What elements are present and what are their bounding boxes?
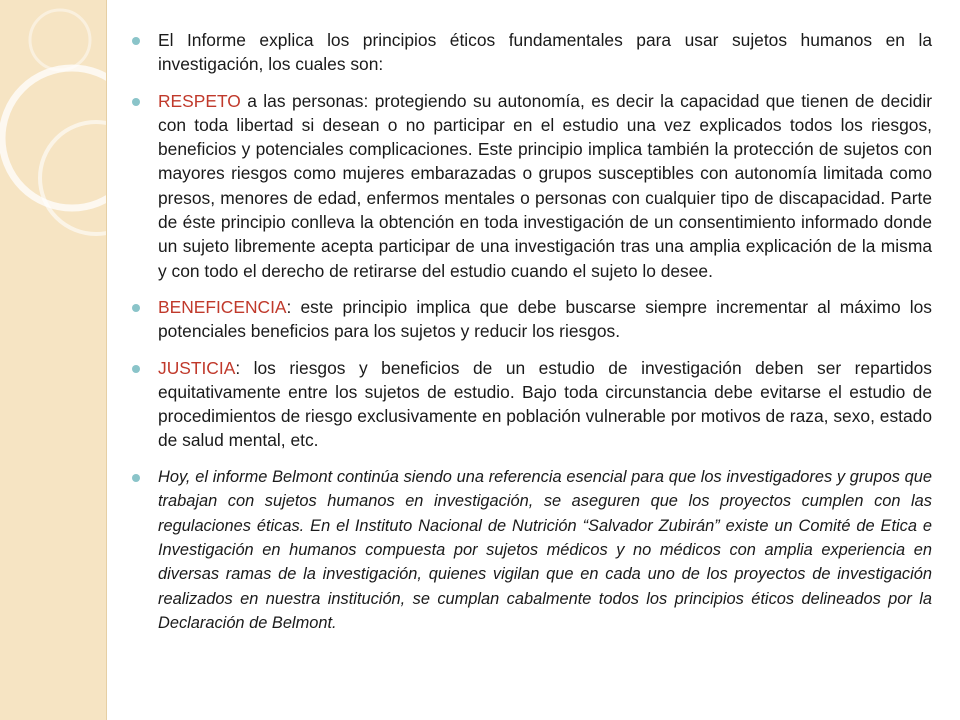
bullet-text: a las personas: protegiendo su autonomía, es decir la capacidad que tienen de decidir con toda libertad si desean o no participar en el estudio una vez explicados todos los riesgos, beneficios y potenciales complicaciones. Este principio implica también la protección de sujetos con mayores riesgos como mujeres embarazadas o grupos susceptibles con autonomía limitada como presos, menores de edad, enfermos mentales o personas con cualquier tipo de discapacidad. Parte de éste principio conlleva la obtención en toda investigación de un consentimiento informado donde un sujeto libremente acepta participar de una investigación tras una amplia explicación de la misma y con todo el derecho de retirarse del estudio cuando el sujeto lo desee. xyxy=(158,90,932,281)
bullet-intro xyxy=(132,28,932,77)
bullet-belmont-today xyxy=(132,465,932,636)
bullet-dot-icon xyxy=(132,304,140,312)
bullet-dot-icon xyxy=(132,474,140,482)
bullet-dot-icon xyxy=(132,365,140,373)
bullet-beneficencia xyxy=(132,295,932,344)
bullet-dot-icon xyxy=(132,37,140,45)
bullet-respeto xyxy=(132,89,932,283)
bullet-list xyxy=(132,28,932,636)
keyword-justicia: JUSTICIA xyxy=(158,357,236,378)
slide-content xyxy=(132,28,932,648)
bullet-justicia xyxy=(132,356,932,453)
bullet-text: : este principio implica que debe buscarse siempre incrementar al máximo los potenciales beneficios para los sujetos y reducir los riesgos. xyxy=(158,296,932,342)
decorative-circles xyxy=(0,0,106,720)
bullet-text: El Informe explica los principios éticos fundamentales para usar sujetos humanos en la investigación, los cuales son: xyxy=(158,30,932,75)
bullet-text: Hoy, el informe Belmont continúa siendo una referencia esencial para que los investigadores y grupos que trabajan con sujetos humanos en investigación, se aseguren que los proyectos cumplen con las regulaciones éticas. En el Instituto Nacional de Nutrición “Salvador Zubirán” existe un Comité de Etica e Investigación en humanos compuesta por sujetos médicos y no médicos con amplia experiencia en diversas ramas de la investigación, quienes vigilan que en cada uno de los proyectos de investigación realizados en nuestra institución, se cumplan cabalmente todos los principios éticos delineados por la Declaración de Belmont. xyxy=(158,467,932,633)
keyword-respeto: RESPETO xyxy=(158,90,241,111)
bullet-dot-icon xyxy=(132,98,140,106)
decorative-side-band xyxy=(0,0,107,720)
bullet-text: : los riesgos y beneficios de un estudio de investigación deben ser repartidos equitativamente entre los sujetos de estudio. Bajo toda circunstancia debe evitarse el estudio de procedimientos de riesgo exclusivamente en población vulnerable por motivos de raza, sexo, estado de salud mental, etc. xyxy=(158,357,932,451)
keyword-beneficencia: BENEFICENCIA xyxy=(158,296,287,317)
